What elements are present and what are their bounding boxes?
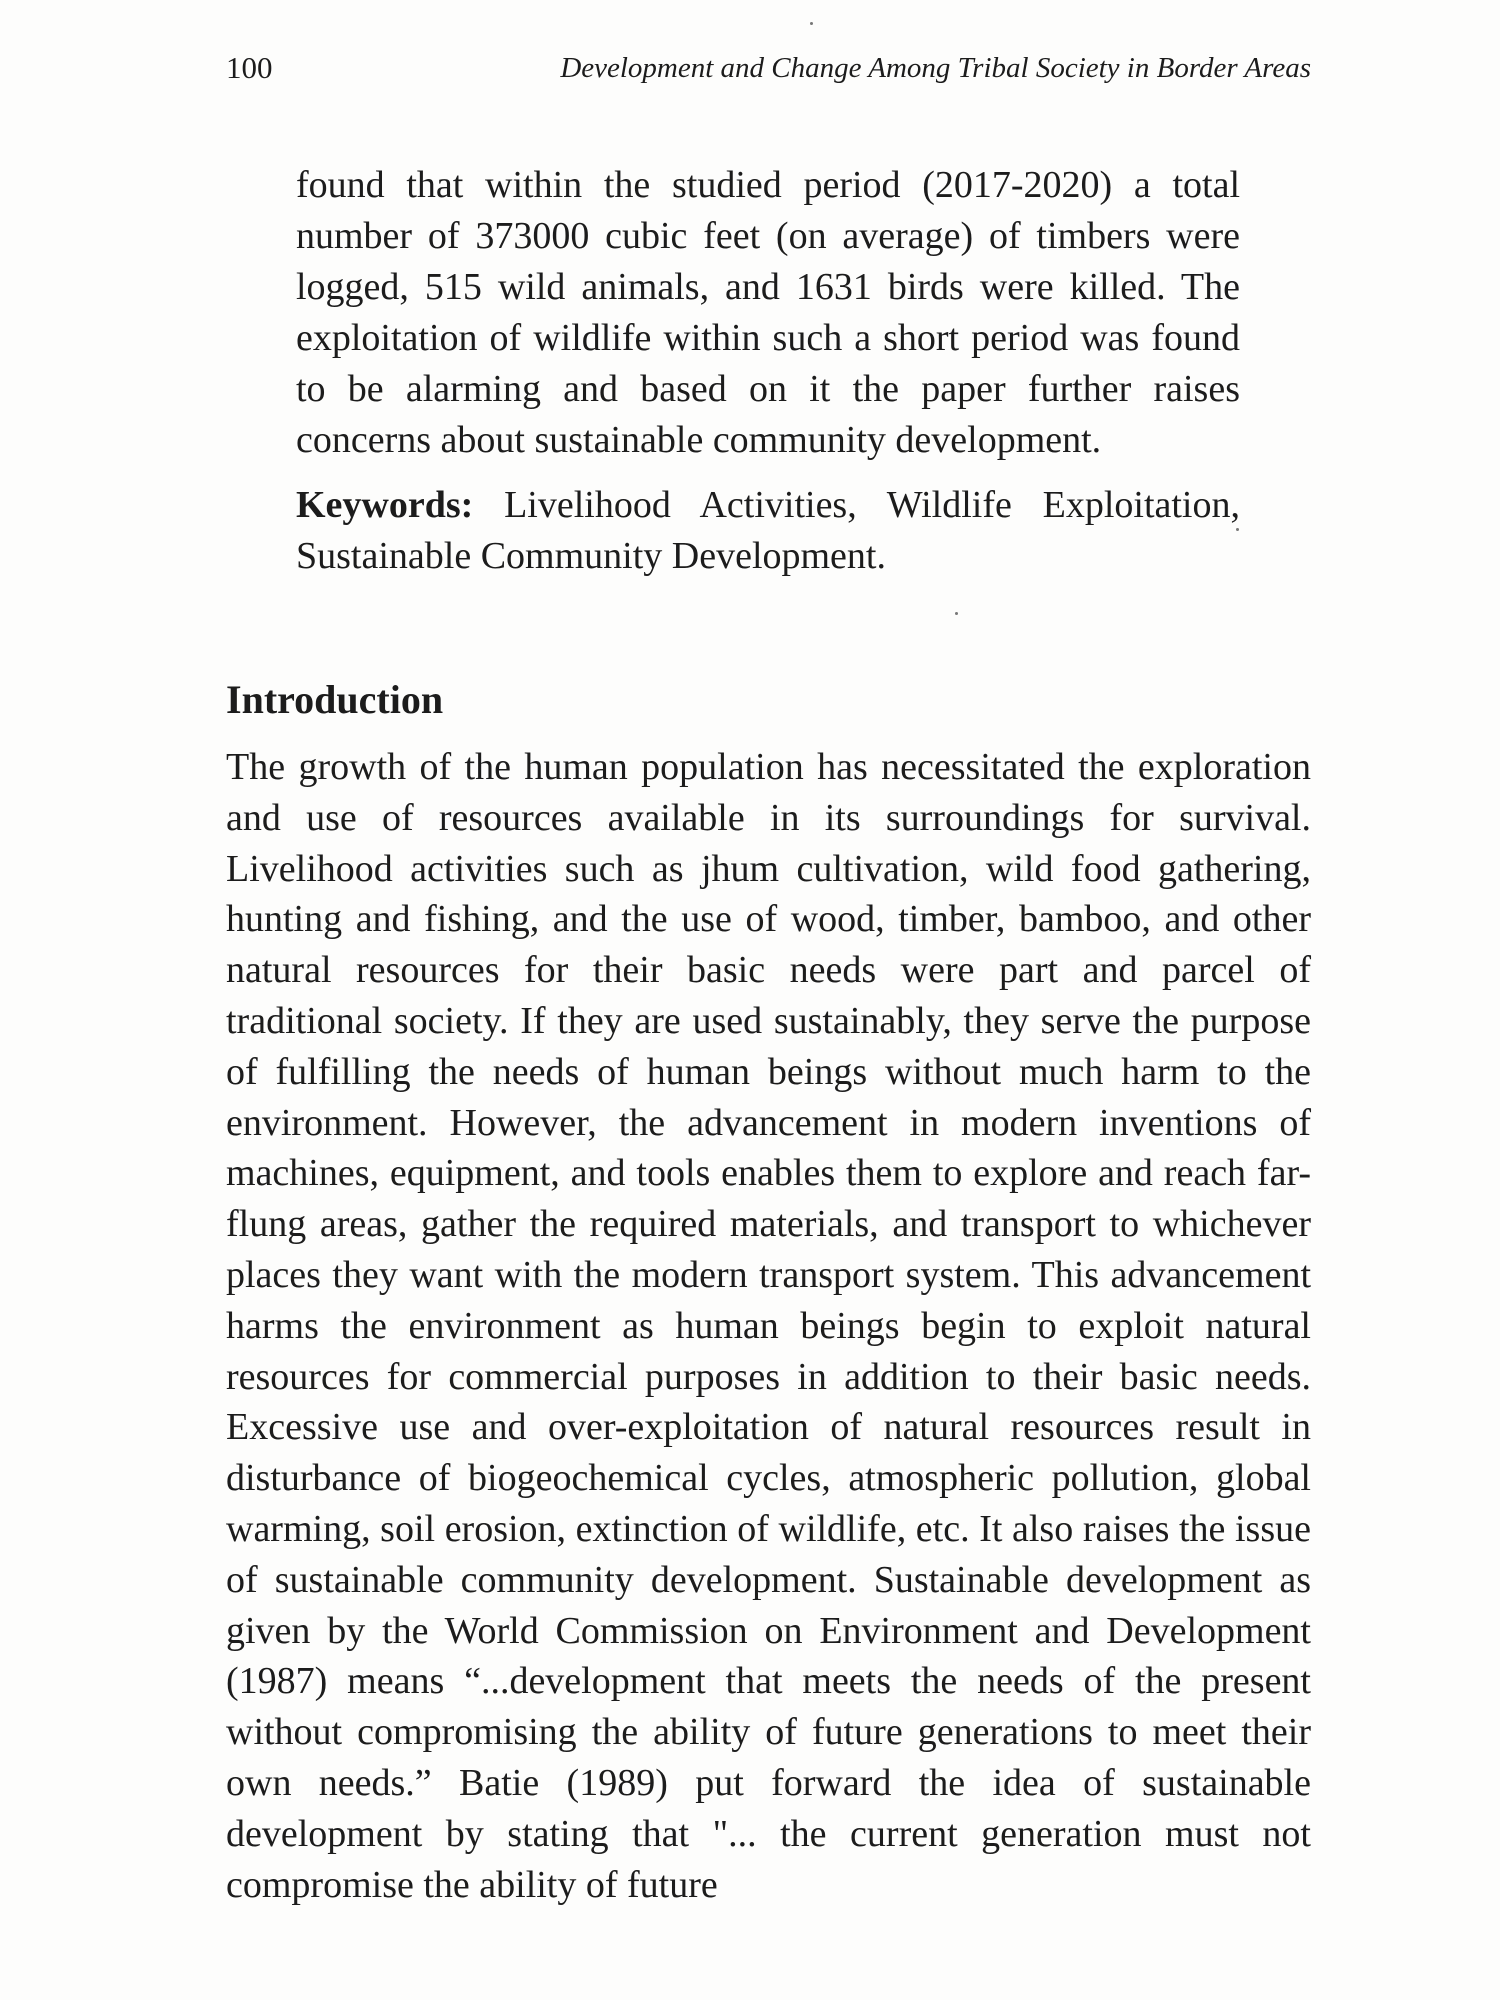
- page-number: 100: [226, 50, 273, 85]
- keywords-text: Livelihood Activities, Wildlife Exploitation, Sustainable Community Development.: [296, 484, 1240, 577]
- abstract-block: [296, 160, 1240, 582]
- introduction-paragraph: The growth of the human population has necessitated the exploration and use of resources available in its surroundings for survival. Livelihood activities such as jhum cultivation, wild food gathering, hunting and fishing, and the use of wood, timber, bamboo, and other natural resources for their basic needs were part and parcel of traditional society. If they are used sustainably, they serve the purpose of fulfilling the needs of human beings without much harm to the environment. However, the advancement in modern inventions of machines, equipment, and tools enables them to explore and reach far-flung areas, gather the required materials, and transport to whichever places they want with the modern transport system. This advancement harms the environment as human beings begin to exploit natural resources for commercial purposes in addition to their basic needs. Excessive use and over-exploitation of natural resources result in disturbance of biogeochemical cycles, atmospheric pollution, global warming, soil erosion, extinction of wildlife, etc. It also raises the issue of sustainable community development. Sustainable development as given by the World Commission on Environment and Development (1987) means “...development that meets the needs of the present without compromising the ability of future generations to meet their own needs.” Batie (1989) put forward the idea of sustainable development by stating that "... the current generation must not compromise the ability of future: [226, 746, 1311, 1906]
- keywords: [296, 480, 1240, 582]
- keywords-label: Keywords:: [296, 484, 474, 526]
- running-head: [226, 48, 1311, 88]
- section-heading: Introduction: [226, 677, 444, 722]
- running-title: Development and Change Among Tribal Society in Border Areas: [560, 52, 1311, 84]
- abstract-text: found that within the studied period (2017-2020) a total number of 373000 cubic feet (on average) of timbers were logged, 515 wild animals, and 1631 birds were killed. The exploitation of wildlife within such a short period was found to be alarming and based on it the paper further raises concerns about sustainable community development.: [296, 164, 1240, 461]
- scan-speck: [955, 612, 958, 615]
- introduction-section: [226, 672, 1311, 1910]
- scan-speck: [810, 22, 813, 25]
